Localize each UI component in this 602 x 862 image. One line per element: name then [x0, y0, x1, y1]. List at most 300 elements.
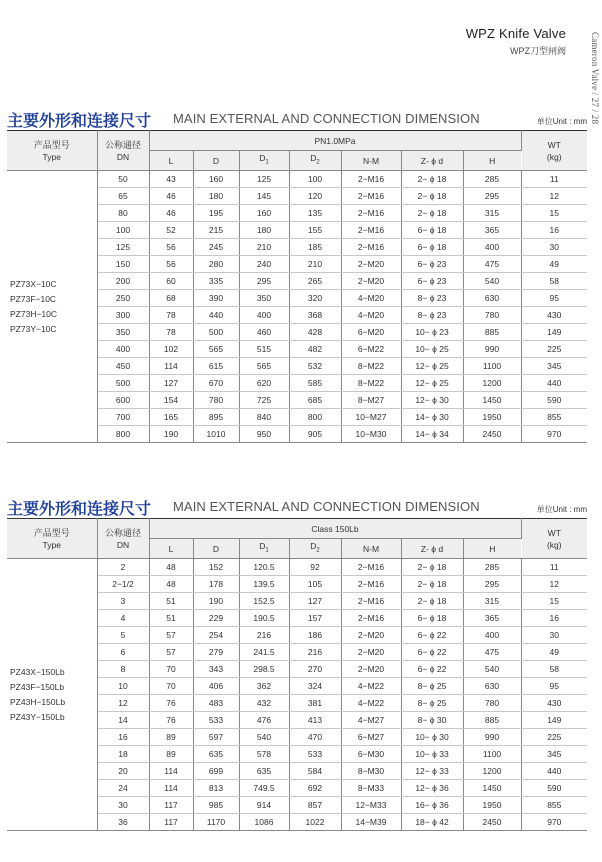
table-cell: 460: [239, 324, 289, 341]
table-cell: 76: [149, 712, 193, 729]
table-cell: 43: [149, 171, 193, 188]
table-cell: 250: [97, 290, 149, 307]
weight-header-unit: (kg): [546, 539, 562, 550]
table-cell: 2− ϕ 18: [401, 188, 463, 205]
dimension-section-pn: [7, 108, 587, 443]
table-cell: 2− ϕ 18: [401, 593, 463, 610]
table-cell: 46: [149, 188, 193, 205]
table-cell: 6− ϕ 22: [401, 661, 463, 678]
col-D1-subscript: 1: [265, 547, 269, 554]
section-heading: [7, 108, 587, 130]
table-row: [7, 171, 587, 188]
col-D2-header: [289, 539, 341, 559]
table-cell: 800: [289, 409, 341, 426]
table-cell: 1200: [463, 763, 521, 780]
table-cell: 10− ϕ 30: [401, 729, 463, 746]
col-D1-header: [239, 539, 289, 559]
table-cell: 295: [463, 576, 521, 593]
table-cell: 430: [521, 307, 587, 324]
table-cell: 857: [289, 797, 341, 814]
table-cell: 10− ϕ 25: [401, 341, 463, 358]
table-cell: 8− ϕ 23: [401, 290, 463, 307]
table-cell: 685: [289, 392, 341, 409]
table-cell: 185: [289, 239, 341, 256]
table-cell: 6−M22: [341, 341, 401, 358]
table-cell: 324: [289, 678, 341, 695]
table-cell: 154: [149, 392, 193, 409]
section-title-cn: 主要外形和连接尺寸: [7, 113, 152, 130]
table-cell: 48: [149, 559, 193, 576]
pressure-header: PN1.0MPa: [149, 131, 521, 151]
col-D2-label: D: [310, 541, 317, 552]
table-cell: 2: [97, 559, 149, 576]
col-D1-label: D: [259, 541, 266, 552]
table-cell: 590: [521, 780, 587, 797]
table-cell: 225: [521, 729, 587, 746]
col-NM-header: [341, 151, 401, 171]
table-cell: 240: [239, 256, 289, 273]
table-cell: 157: [289, 610, 341, 627]
table-cell: 152: [193, 559, 239, 576]
table-cell: 127: [289, 593, 341, 610]
table-cell: 430: [521, 695, 587, 712]
table-cell: 51: [149, 610, 193, 627]
type-name: PZ73Y−10C: [10, 323, 57, 334]
table-cell: 215: [193, 222, 239, 239]
table-cell: 279: [193, 644, 239, 661]
table-cell: 12: [521, 188, 587, 205]
table-cell: 905: [289, 426, 341, 443]
table-cell: 139.5: [239, 576, 289, 593]
table-cell: 12: [97, 695, 149, 712]
type-name: PZ43H−150Lb: [10, 696, 66, 707]
table-cell: 2−M16: [341, 593, 401, 610]
table-cell: 320: [289, 290, 341, 307]
table-cell: 49: [521, 256, 587, 273]
table-cell: 2−M16: [341, 576, 401, 593]
table-cell: 970: [521, 426, 587, 443]
table-cell: 210: [289, 256, 341, 273]
table-cell: 125: [239, 171, 289, 188]
table-cell: 855: [521, 797, 587, 814]
table-cell: 985: [193, 797, 239, 814]
weight-header: [521, 519, 587, 559]
table-cell: 100: [289, 171, 341, 188]
type-header-en: Type: [42, 539, 61, 550]
table-cell: 440: [193, 307, 239, 324]
table-cell: 49: [521, 644, 587, 661]
table-cell: 2−M16: [341, 205, 401, 222]
table-cell: 145: [239, 188, 289, 205]
table-cell: 298.5: [239, 661, 289, 678]
table-cell: 216: [289, 644, 341, 661]
type-name: PZ43X−150Lb: [10, 666, 65, 677]
table-cell: 670: [193, 375, 239, 392]
table-cell: 1086: [239, 814, 289, 831]
table-cell: 840: [239, 409, 289, 426]
table-cell: 630: [463, 290, 521, 307]
dn-header: [97, 519, 149, 559]
table-cell: 8−M33: [341, 780, 401, 797]
section-heading: [7, 496, 587, 518]
table-cell: 450: [97, 358, 149, 375]
table-cell: 2450: [463, 814, 521, 831]
table-cell: 114: [149, 358, 193, 375]
table-cell: 10− ϕ 23: [401, 324, 463, 341]
table-cell: 362: [239, 678, 289, 695]
table-cell: 150: [97, 256, 149, 273]
table-cell: 105: [289, 576, 341, 593]
col-H-label: H: [489, 155, 496, 166]
table-cell: 630: [463, 678, 521, 695]
table-cell: 315: [463, 205, 521, 222]
section-title-en: MAIN EXTERNAL AND CONNECTION DIMENSION: [173, 499, 480, 514]
table-cell: 186: [289, 627, 341, 644]
table-cell: 813: [193, 780, 239, 797]
table-cell: 10− ϕ 33: [401, 746, 463, 763]
table-cell: 381: [289, 695, 341, 712]
table-cell: 615: [193, 358, 239, 375]
type-header: [7, 519, 97, 559]
table-cell: 335: [193, 273, 239, 290]
table-cell: 58: [521, 661, 587, 678]
table-cell: 1100: [463, 746, 521, 763]
table-cell: 432: [239, 695, 289, 712]
table-cell: 78: [149, 307, 193, 324]
table-cell: 4−M20: [341, 307, 401, 324]
table-cell: 102: [149, 341, 193, 358]
table-cell: 3: [97, 593, 149, 610]
col-NM-header: [341, 539, 401, 559]
table-cell: 52: [149, 222, 193, 239]
table-cell: 4−M27: [341, 712, 401, 729]
table-cell: 149: [521, 324, 587, 341]
table-cell: 1450: [463, 392, 521, 409]
col-Zd-label: Z- ϕ d: [420, 543, 444, 554]
table-cell: 2450: [463, 426, 521, 443]
table-cell: 80: [97, 205, 149, 222]
table-cell: 565: [193, 341, 239, 358]
table-cell: 265: [289, 273, 341, 290]
table-cell: 70: [149, 678, 193, 695]
table-cell: 780: [463, 307, 521, 324]
table-cell: 345: [521, 358, 587, 375]
table-cell: 160: [193, 171, 239, 188]
col-Zd-header: [401, 151, 463, 171]
table-cell: 990: [463, 341, 521, 358]
table-cell: 855: [521, 409, 587, 426]
table-cell: 8− ϕ 25: [401, 695, 463, 712]
side-caption: Cameron Valve / 27 / 28: [590, 32, 600, 125]
table-cell: 6− ϕ 23: [401, 273, 463, 290]
table-cell: 100: [97, 222, 149, 239]
table-cell: 2− ϕ 18: [401, 559, 463, 576]
table-cell: 365: [463, 222, 521, 239]
dn-header: [97, 131, 149, 171]
col-D-header: [193, 539, 239, 559]
col-NM-label: N-M: [362, 155, 380, 166]
table-cell: 14: [97, 712, 149, 729]
table-cell: 2−M16: [341, 610, 401, 627]
table-cell: 470: [289, 729, 341, 746]
table-cell: 1200: [463, 375, 521, 392]
table-cell: 125: [97, 239, 149, 256]
table-cell: 270: [289, 661, 341, 678]
table-cell: 6−M20: [341, 324, 401, 341]
table-cell: 500: [97, 375, 149, 392]
table-cell: 6− ϕ 18: [401, 610, 463, 627]
table-cell: 12−M33: [341, 797, 401, 814]
table-cell: 24: [97, 780, 149, 797]
dn-header-en: DN: [116, 151, 130, 162]
type-name: PZ73X−10C: [10, 278, 57, 289]
table-cell: 2− ϕ 18: [401, 171, 463, 188]
table-cell: 216: [239, 627, 289, 644]
table-cell: 1450: [463, 780, 521, 797]
table-cell: 56: [149, 239, 193, 256]
col-D2-label: D: [310, 153, 317, 164]
col-L-label: L: [168, 155, 174, 166]
dimension-table: [7, 130, 587, 443]
table-cell: 241.5: [239, 644, 289, 661]
table-cell: 18− ϕ 42: [401, 814, 463, 831]
table-cell: 117: [149, 814, 193, 831]
table-cell: 5: [97, 627, 149, 644]
table-cell: 476: [239, 712, 289, 729]
table-cell: 590: [521, 392, 587, 409]
table-cell: 540: [463, 273, 521, 290]
type-header: [7, 131, 97, 171]
type-name: PZ73F−10C: [10, 293, 57, 304]
table-cell: 11: [521, 559, 587, 576]
weight-header-label: WT: [547, 527, 561, 538]
section-title-en: MAIN EXTERNAL AND CONNECTION DIMENSION: [173, 111, 480, 126]
table-cell: 692: [289, 780, 341, 797]
table-cell: 50: [97, 171, 149, 188]
table-cell: 2− ϕ 18: [401, 576, 463, 593]
table-cell: 10−M27: [341, 409, 401, 426]
table-cell: 990: [463, 729, 521, 746]
weight-header-label: WT: [547, 139, 561, 150]
table-cell: 6: [97, 644, 149, 661]
table-cell: 780: [463, 695, 521, 712]
table-cell: 400: [463, 239, 521, 256]
col-H-header: [463, 151, 521, 171]
table-cell: 56: [149, 256, 193, 273]
table-cell: 6− ϕ 18: [401, 222, 463, 239]
header-title: WPZ Knife Valve: [465, 26, 566, 41]
table-cell: 597: [193, 729, 239, 746]
table-cell: 483: [193, 695, 239, 712]
dimension-section-class: [7, 496, 587, 831]
table-cell: 4−M20: [341, 290, 401, 307]
table-cell: 895: [193, 409, 239, 426]
table-cell: 2−M16: [341, 171, 401, 188]
type-header-en: Type: [42, 151, 61, 162]
table-cell: 95: [521, 678, 587, 695]
unit-label: 单位Unit : mm: [536, 117, 587, 126]
table-cell: 6− ϕ 18: [401, 239, 463, 256]
table-cell: 8−M22: [341, 375, 401, 392]
dn-header-cn: 公称通径: [104, 139, 141, 150]
table-cell: 2−M16: [341, 188, 401, 205]
table-cell: 57: [149, 644, 193, 661]
table-cell: 2−M20: [341, 644, 401, 661]
table-cell: 1170: [193, 814, 239, 831]
col-D1-subscript: 1: [265, 159, 269, 166]
table-cell: 245: [193, 239, 239, 256]
table-cell: 30: [521, 239, 587, 256]
table-cell: 2−M16: [341, 559, 401, 576]
table-cell: 6− ϕ 23: [401, 256, 463, 273]
table-cell: 8−M30: [341, 763, 401, 780]
table-cell: 114: [149, 763, 193, 780]
table-cell: 2−1/2: [97, 576, 149, 593]
table-cell: 475: [463, 256, 521, 273]
table-cell: 16− ϕ 36: [401, 797, 463, 814]
table-cell: 6− ϕ 22: [401, 644, 463, 661]
table-cell: 18: [97, 746, 149, 763]
table-cell: 2− ϕ 18: [401, 205, 463, 222]
table-cell: 885: [463, 712, 521, 729]
table-cell: 14−M39: [341, 814, 401, 831]
table-cell: 540: [463, 661, 521, 678]
table-cell: 210: [239, 239, 289, 256]
table-cell: 4: [97, 610, 149, 627]
table-cell: 2−M16: [341, 222, 401, 239]
table-cell: 190: [193, 593, 239, 610]
col-D-label: D: [212, 155, 220, 166]
table-cell: 180: [239, 222, 289, 239]
table-cell: 400: [97, 341, 149, 358]
table-cell: 533: [193, 712, 239, 729]
table-cell: 440: [521, 763, 587, 780]
table-cell: 16: [97, 729, 149, 746]
table-cell: 390: [193, 290, 239, 307]
table-cell: 350: [239, 290, 289, 307]
table-cell: 36: [97, 814, 149, 831]
table-cell: 15: [521, 205, 587, 222]
table-cell: 400: [463, 627, 521, 644]
table-cell: 885: [463, 324, 521, 341]
table-cell: 89: [149, 746, 193, 763]
table-cell: 57: [149, 627, 193, 644]
table-cell: 300: [97, 307, 149, 324]
table-cell: 76: [149, 695, 193, 712]
table-cell: 800: [97, 426, 149, 443]
table-cell: 190.5: [239, 610, 289, 627]
table-cell: 1100: [463, 358, 521, 375]
table-cell: 12− ϕ 25: [401, 375, 463, 392]
table-cell: 699: [193, 763, 239, 780]
table-cell: 285: [463, 559, 521, 576]
table-cell: 254: [193, 627, 239, 644]
table-cell: 406: [193, 678, 239, 695]
table-cell: 135: [289, 205, 341, 222]
table-cell: 190: [149, 426, 193, 443]
table-cell: 2−M20: [341, 661, 401, 678]
table-cell: 365: [463, 610, 521, 627]
table-cell: 60: [149, 273, 193, 290]
table-cell: 515: [239, 341, 289, 358]
type-name: PZ43Y−150Lb: [10, 711, 65, 722]
table-cell: 584: [289, 763, 341, 780]
table-cell: 160: [239, 205, 289, 222]
table-cell: 180: [193, 188, 239, 205]
table-cell: 12− ϕ 30: [401, 392, 463, 409]
table-row: [7, 559, 587, 576]
col-H-header: [463, 539, 521, 559]
table-cell: 8− ϕ 23: [401, 307, 463, 324]
col-Zd-header: [401, 539, 463, 559]
unit-label: 单位Unit : mm: [536, 505, 587, 514]
table-cell: 10−M30: [341, 426, 401, 443]
table-cell: 46: [149, 205, 193, 222]
table-cell: 15: [521, 593, 587, 610]
col-NM-label: N-M: [362, 543, 380, 554]
table-cell: 428: [289, 324, 341, 341]
table-cell: 155: [289, 222, 341, 239]
table-cell: 149: [521, 712, 587, 729]
col-D2-subscript: 2: [316, 159, 320, 166]
table-cell: 540: [239, 729, 289, 746]
table-cell: 635: [193, 746, 239, 763]
col-Zd-label: Z- ϕ d: [420, 155, 444, 166]
table-cell: 413: [289, 712, 341, 729]
table-cell: 700: [97, 409, 149, 426]
table-cell: 6−M30: [341, 746, 401, 763]
table-cell: 30: [521, 627, 587, 644]
table-cell: 578: [239, 746, 289, 763]
table-cell: 14− ϕ 34: [401, 426, 463, 443]
table-cell: 1010: [193, 426, 239, 443]
table-cell: 950: [239, 426, 289, 443]
table-cell: 565: [239, 358, 289, 375]
table-cell: 14− ϕ 30: [401, 409, 463, 426]
table-cell: 12− ϕ 33: [401, 763, 463, 780]
table-cell: 65: [97, 188, 149, 205]
table-cell: 8: [97, 661, 149, 678]
table-cell: 285: [463, 171, 521, 188]
table-cell: 500: [193, 324, 239, 341]
type-name: PZ43F−150Lb: [10, 681, 65, 692]
table-cell: 343: [193, 661, 239, 678]
table-cell: 620: [239, 375, 289, 392]
table-cell: 200: [97, 273, 149, 290]
table-cell: 635: [239, 763, 289, 780]
table-cell: 345: [521, 746, 587, 763]
table-cell: 482: [289, 341, 341, 358]
col-D2-subscript: 2: [316, 547, 320, 554]
table-cell: 225: [521, 341, 587, 358]
table-cell: 2−M20: [341, 256, 401, 273]
table-cell: 914: [239, 797, 289, 814]
table-cell: 1950: [463, 797, 521, 814]
table-cell: 12: [521, 576, 587, 593]
table-cell: 6−M27: [341, 729, 401, 746]
table-cell: 120.5: [239, 559, 289, 576]
table-cell: 78: [149, 324, 193, 341]
table-cell: 10: [97, 678, 149, 695]
col-D-header: [193, 151, 239, 171]
table-cell: 585: [289, 375, 341, 392]
table-cell: 1022: [289, 814, 341, 831]
type-cell: [7, 171, 97, 443]
table-cell: 16: [521, 610, 587, 627]
col-D-label: D: [212, 543, 220, 554]
type-name: PZ73H−10C: [10, 308, 58, 319]
table-cell: 295: [239, 273, 289, 290]
